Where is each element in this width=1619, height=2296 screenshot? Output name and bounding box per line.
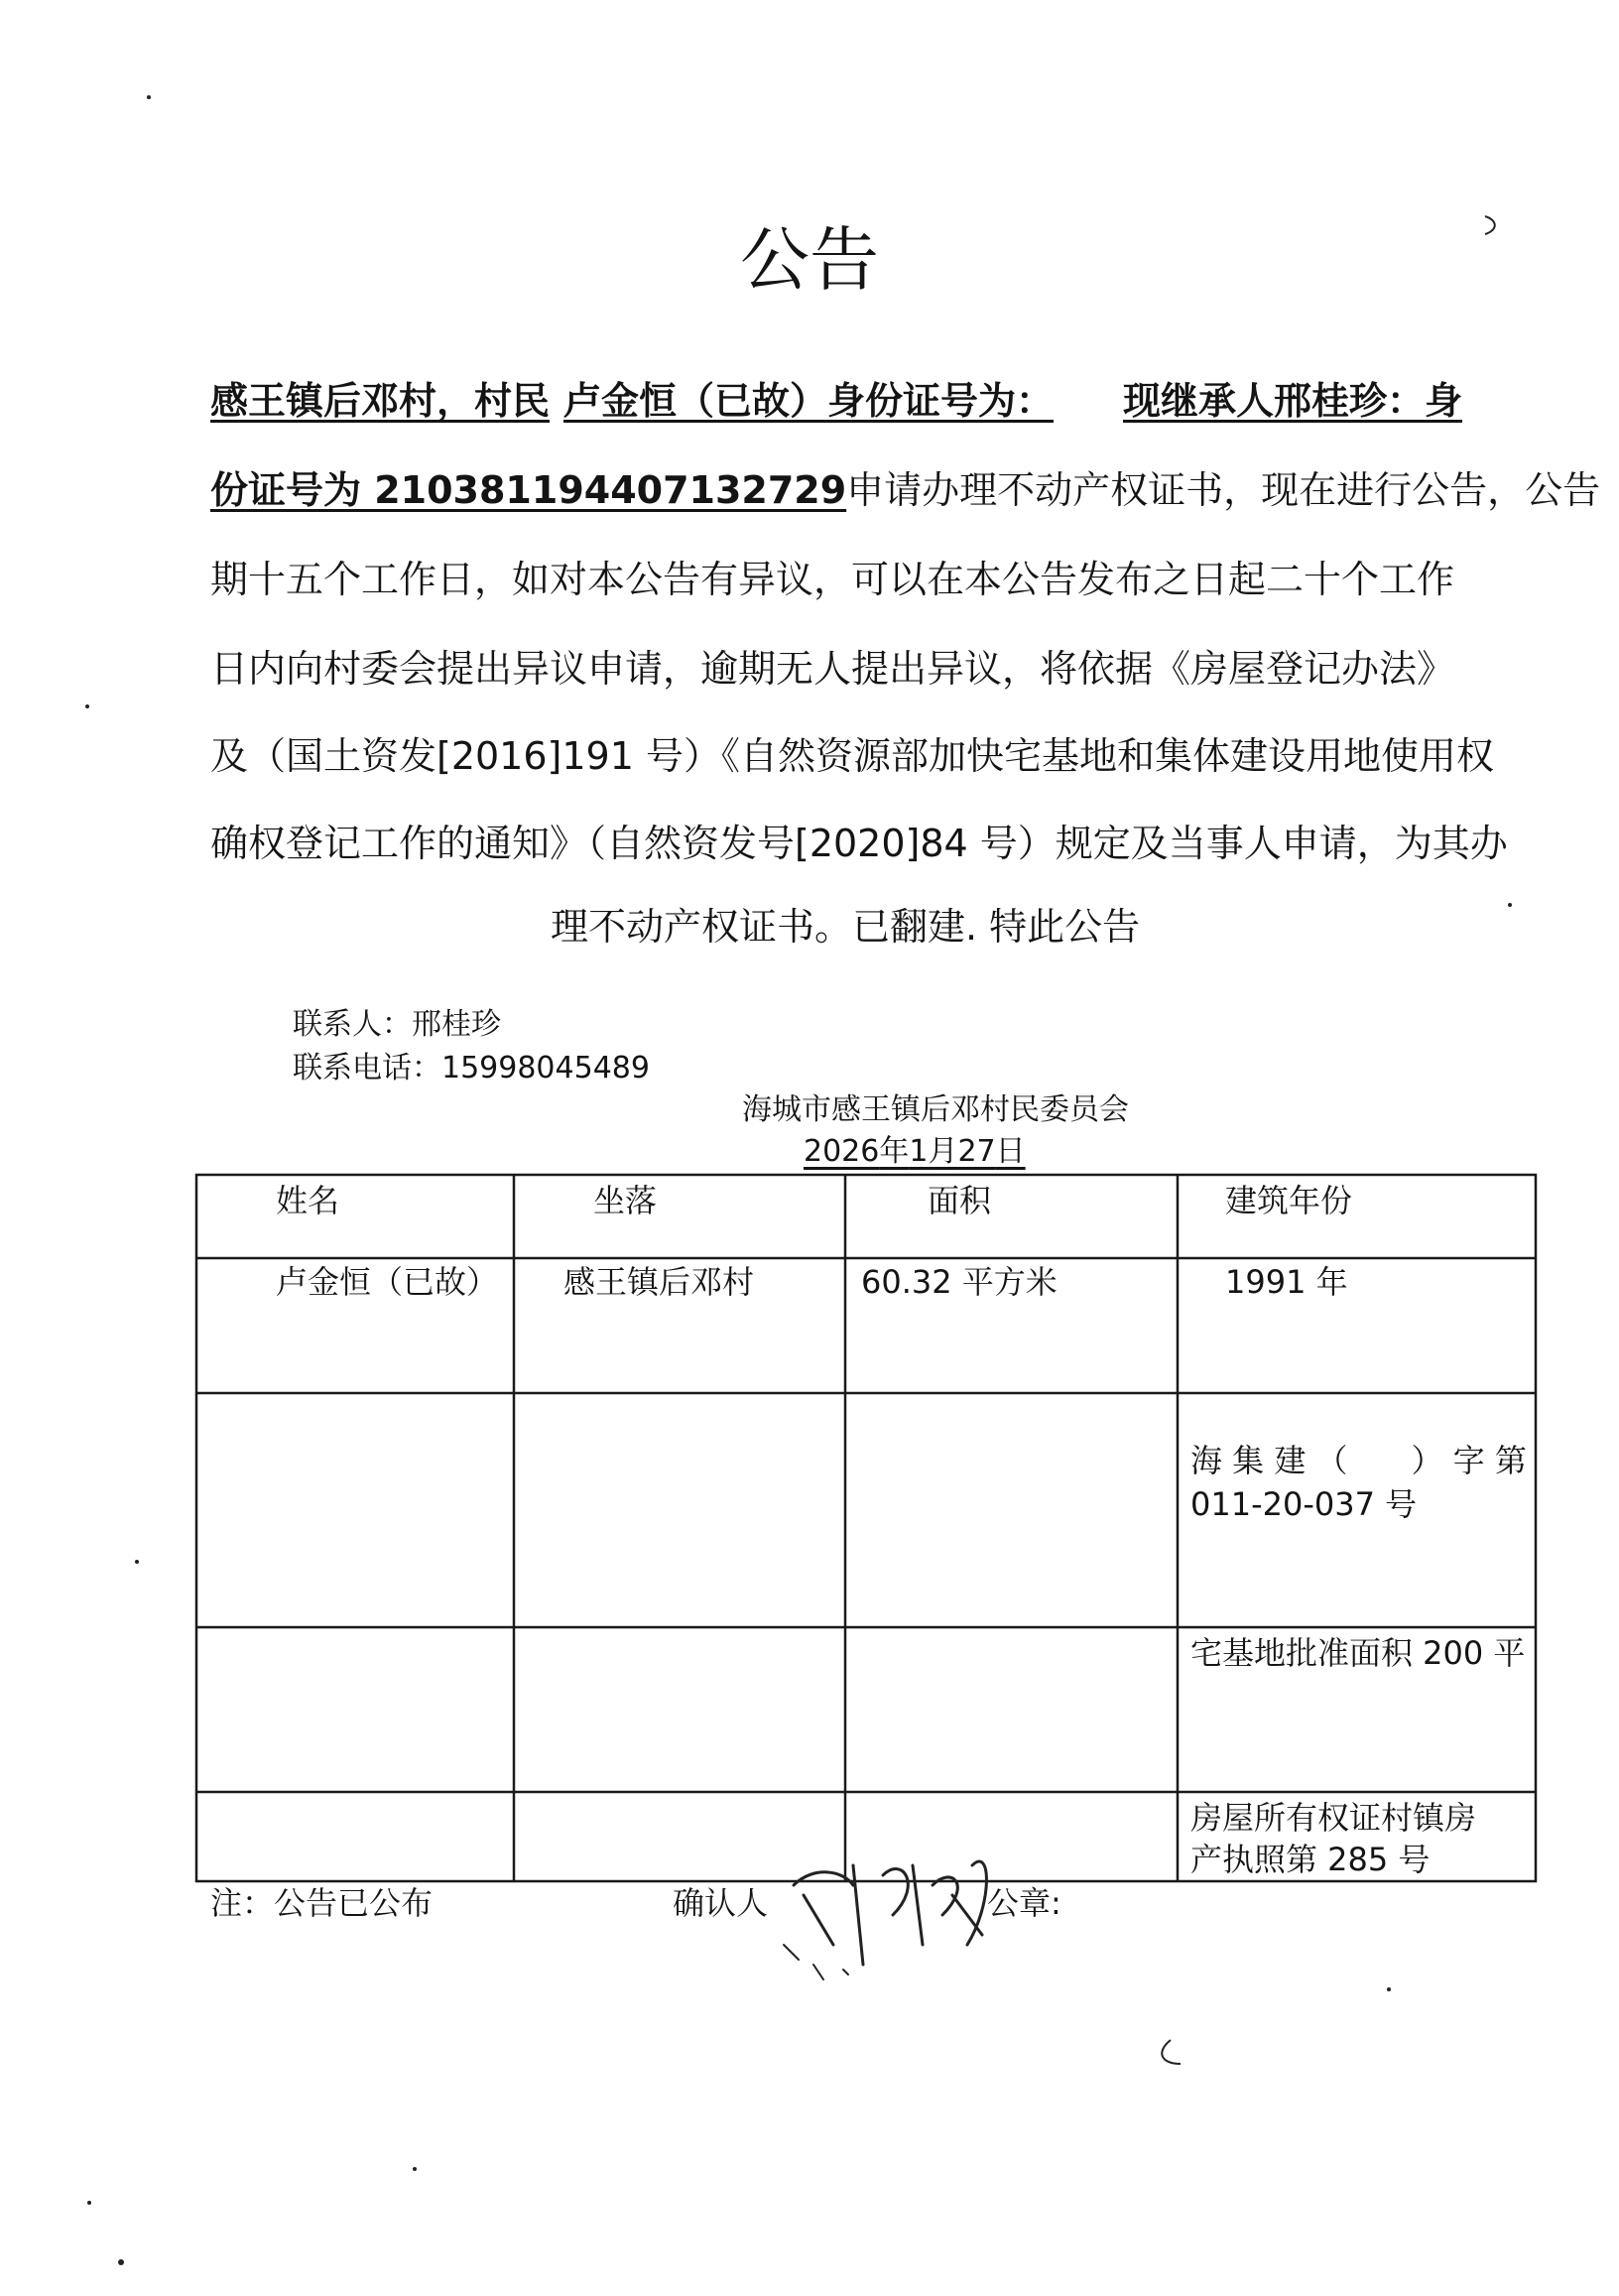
table-cell-name: 卢金恒（已故）	[276, 1263, 499, 1301]
table-header-name: 姓名	[276, 1182, 340, 1219]
table-cell-location: 感王镇后邓村	[563, 1263, 755, 1301]
paragraph-line-7: 理不动产权证书。已翻建. 特此公告	[551, 905, 1141, 949]
scan-mark-bottom	[1162, 2040, 1181, 2064]
date-year-char: 年	[879, 1134, 910, 1169]
collective-construction-code: 011-20-037 号	[1190, 1485, 1418, 1523]
footer-note: 注：公告已公布	[210, 1884, 434, 1922]
date-day: 27	[957, 1134, 996, 1169]
paragraph-line-5: 及（国土资发[2016]191 号）《自然资源部加快宅基地和集体建设用地使用权	[210, 734, 1494, 778]
homestead-approved-area: 宅基地批准面积 200 平	[1190, 1634, 1526, 1672]
scan-mark-top	[1485, 216, 1495, 234]
villager-id-text: 卢金恒（已故）身份证号为：	[563, 379, 1055, 423]
paragraph-line-3: 期十五个工作日，如对本公告有异议，可以在本公告发布之日起二十个工作	[210, 558, 1455, 601]
application-text: 申请办理不动产权证书，现在进行公告，公告	[846, 468, 1601, 512]
date-year: 2026	[804, 1134, 880, 1169]
table-cell-build-year: 1991 年	[1225, 1263, 1348, 1301]
ownership-certificate-line-2: 产执照第 285 号	[1190, 1841, 1431, 1878]
paragraph-line-6: 确权登记工作的通知》（自然资发号[2020]84 号）规定及当事人申请，为其办	[210, 822, 1508, 865]
table-header-build-year: 建筑年份	[1225, 1182, 1353, 1219]
seal-label: 公章:	[987, 1884, 1061, 1922]
table-header-area: 面积	[928, 1182, 992, 1219]
date-month-char: 月	[928, 1134, 958, 1169]
table-cell-area: 60.32 平方米	[861, 1263, 1058, 1301]
confirmer-label: 确认人	[673, 1884, 769, 1922]
date-day-char: 日	[995, 1134, 1026, 1169]
date-month: 1	[909, 1134, 929, 1169]
issuer-name: 海城市感王镇后邓村民委员会	[742, 1092, 1129, 1127]
paragraph-line-4: 日内向村委会提出异议申请，逾期无人提出异议，将依据《房屋登记办法》	[210, 647, 1455, 691]
notice-title: 公告	[740, 219, 879, 301]
signature-mark	[784, 1861, 986, 1979]
contact-person: 联系人：邢桂珍	[293, 1007, 501, 1042]
contact-phone: 联系电话：15998045489	[293, 1051, 650, 1085]
table-header-location: 坐落	[593, 1182, 658, 1219]
id-number-text: 份证号为 210381194407132729	[210, 468, 847, 512]
village-text: 感王镇后邓村，村民	[210, 379, 551, 423]
ownership-certificate-line-1: 房屋所有权证村镇房	[1190, 1799, 1477, 1837]
heir-text: 现继承人邢桂珍：身	[1123, 379, 1463, 423]
collective-construction-number: 海 集 建 （ ） 字 第	[1190, 1442, 1527, 1479]
